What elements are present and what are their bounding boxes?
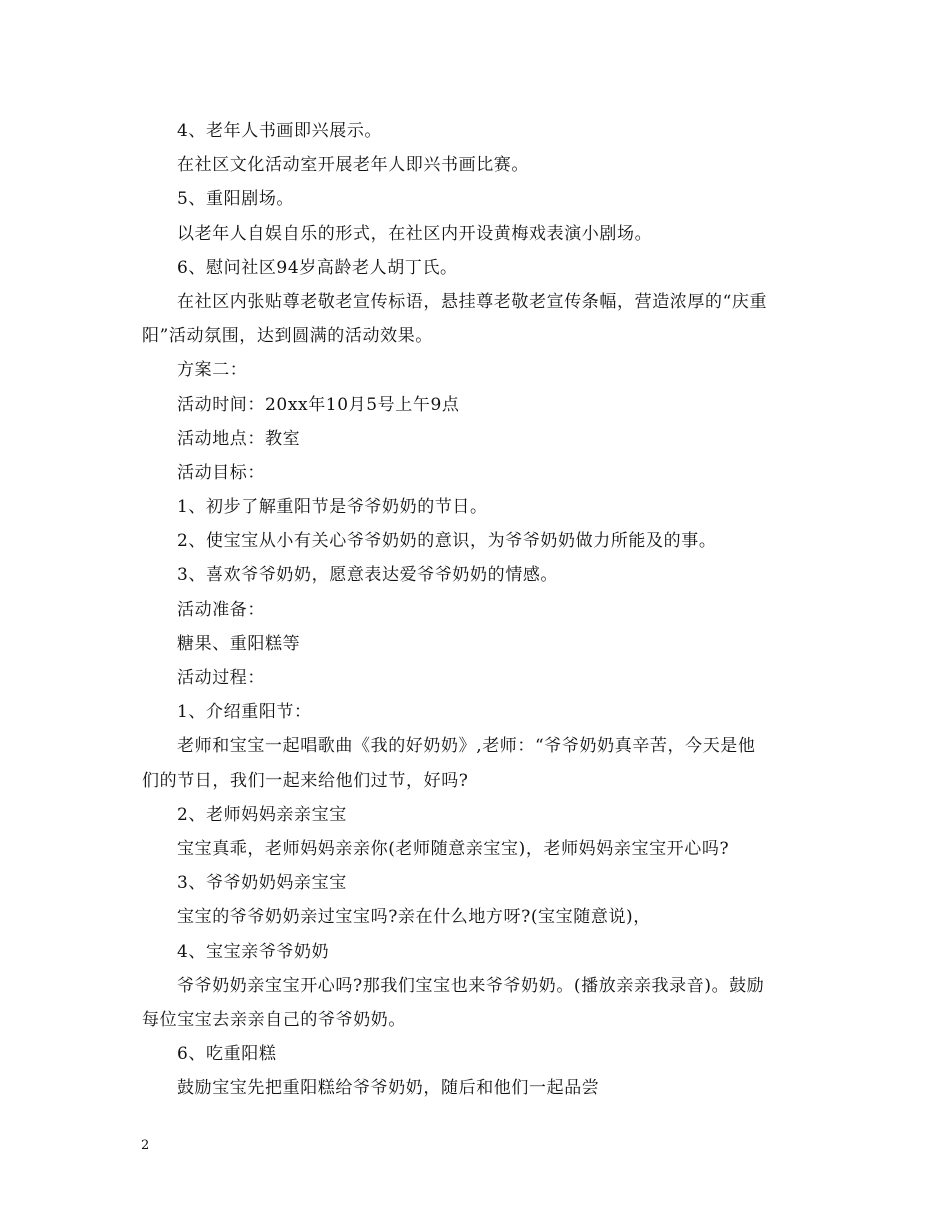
- text-line: 活动地点：教室: [177, 428, 301, 449]
- text-line: 以老年人自娱自乐的形式，在社区内开设黄梅戏表演小剧场。: [177, 223, 653, 244]
- text-line: 4、宝宝亲爷爷奶奶: [177, 941, 330, 962]
- text-line: 在社区文化活动室开展老年人即兴书画比赛。: [177, 155, 529, 176]
- text-line: 3、喜欢爷爷奶奶，愿意表达爱爷爷奶奶的情感。: [177, 565, 559, 586]
- text-line: 2、老师妈妈亲亲宝宝: [177, 804, 347, 825]
- text-line: 爷爷奶奶亲宝宝开心吗?那我们宝宝也来爷爷奶奶。(播放亲亲我录音)。鼓励: [177, 975, 765, 996]
- text-line: 5、重阳剧场。: [177, 189, 295, 210]
- page-number: 2: [141, 1138, 150, 1153]
- document-body: [142, 114, 810, 1105]
- text-line: 6、慰问社区94岁高龄老人胡丁氏。: [177, 257, 458, 278]
- text-line: 方案二：: [177, 360, 248, 381]
- text-line: 1、初步了解重阳节是爷爷奶奶的节日。: [177, 497, 488, 518]
- text-line: 活动准备：: [177, 599, 265, 620]
- text-line: 老师和宝宝一起唱歌曲《我的好奶奶》,老师：“爷爷奶奶真辛苦，今天是他: [177, 736, 756, 757]
- text-line: 阳”活动氛围，达到圆满的活动效果。: [142, 326, 433, 347]
- text-line: 1、介绍重阳节：: [177, 702, 312, 723]
- text-line: 在社区内张贴尊老敬老宣传标语，悬挂尊老敬老宣传条幅，营造浓厚的“庆重: [177, 291, 768, 312]
- text-line: 鼓励宝宝先把重阳糕给爷爷奶奶，随后和他们一起品尝: [177, 1078, 600, 1099]
- text-line: 6、吃重阳糕: [177, 1044, 277, 1065]
- text-line: 活动目标：: [177, 462, 265, 483]
- text-line: 糖果、重阳糕等: [177, 633, 301, 654]
- text-line: 4、老年人书画即兴展示。: [177, 121, 383, 141]
- text-line: 2、使宝宝从小有关心爷爷奶奶的意识，为爷爷奶奶做力所能及的事。: [177, 531, 717, 552]
- text-line: 宝宝真乖，老师妈妈亲亲你(老师随意亲宝宝)，老师妈妈亲宝宝开心吗?: [177, 838, 730, 859]
- text-line: 宝宝的爷爷奶奶亲过宝宝吗?亲在什么地方呀?(宝宝随意说)，: [177, 907, 651, 928]
- text-line: 每位宝宝去亲亲自己的爷爷奶奶。: [142, 1009, 406, 1030]
- text-line: 3、爷爷奶奶妈亲宝宝: [177, 873, 347, 894]
- text-line: 活动时间：20xx年10月5号上午9点: [177, 394, 460, 415]
- text-line: 活动过程：: [177, 668, 265, 688]
- text-line: 们的节日，我们一起来给他们过节，好吗?: [142, 770, 469, 791]
